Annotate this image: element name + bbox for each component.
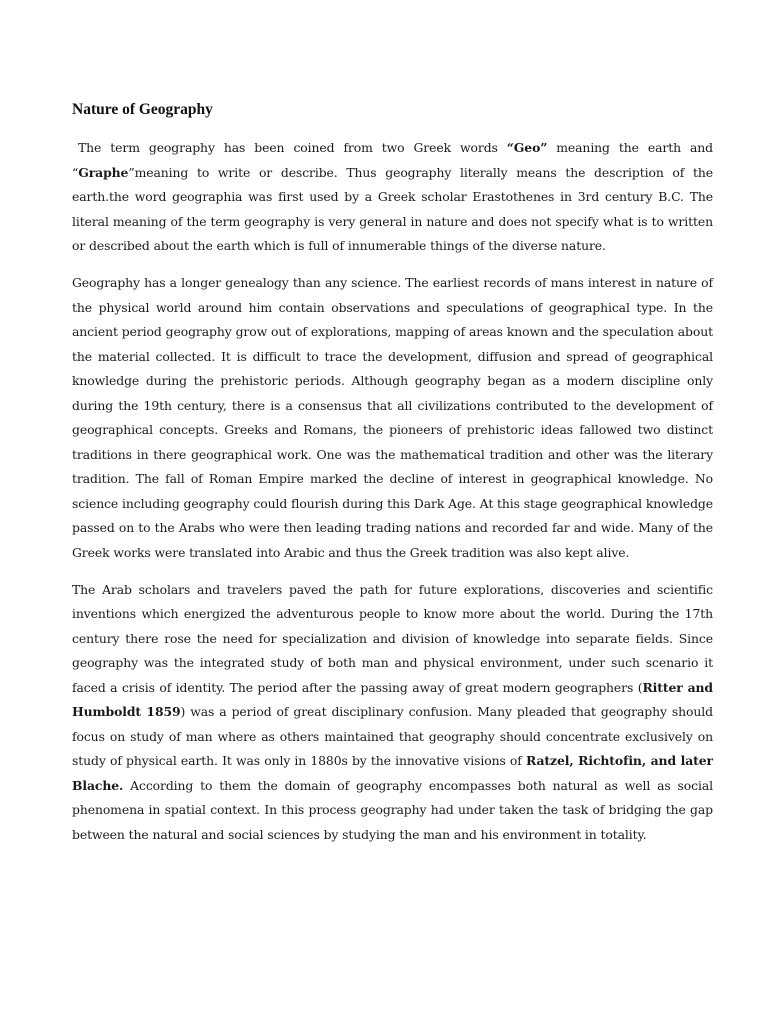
paragraph-text: meaning the earth and “ xyxy=(72,140,713,180)
paragraph-text: According to them the domain of geography encompasses both natural as well as social phenomena in spatial context. In this process geography had under taken the task of bridging the gap between the natural and social sciences by studying the man and his environment in totality. xyxy=(72,777,713,842)
bold-term-ratzel-richtofin-blache: Ratzel, Richtofin, and later Blache. xyxy=(72,753,713,793)
paragraph-text: The term geography has been coined from two Greek words xyxy=(78,140,507,155)
paragraph-2 xyxy=(72,271,713,565)
document-page xyxy=(72,98,713,860)
paragraph-text: The Arab scholars and travelers paved the path for future explorations, discoveries and scientific inventions which energized the adventurous people to know more about the world. During the 17th century there rose the need for specialization and division of knowledge into separate fields. Since geography was the integrated study of both man and physical environment, under such scenario it faced a crisis of identity. The period after the passing away of great modern geographers ( xyxy=(72,581,713,695)
document-heading: Nature of Geography xyxy=(72,101,213,118)
paragraph-text: ) was a period of great disciplinary confusion. Many pleaded that geography should focus on study of man where as others maintained that geography should concentrate exclusively on study of physical earth. It was only in 1880s by the innovative visions of xyxy=(72,704,713,768)
paragraph-1 xyxy=(72,136,713,259)
bold-term-graphe: Graphe xyxy=(78,164,129,180)
bold-term-geo: “Geo” xyxy=(506,140,548,155)
bold-term-ritter-humboldt: Ritter and Humboldt 1859 xyxy=(72,679,713,719)
paragraph-text: ”meaning to write or describe. Thus geography literally means the description of the earth.the word geographia was first used by a Greek scholar Erastothenes in 3rd century B.C. The literal meaning of the term geography is very general in nature and does not specify what is to written or described about the earth which is full of innumerable things of the diverse nature. xyxy=(72,164,713,253)
paragraph-3 xyxy=(72,578,713,848)
paragraph-text: Geography has a longer genealogy than any science. The earliest records of mans interest in nature of the physical world around him contain observations and speculations of geographical type. In the ancient period geography grow out of explorations, mapping of areas known and the speculation about the material collected. It is difficult to trace the development, diffusion and spread of geographical knowledge during the prehistoric periods. Although geography began as a modern discipline only during the 19th century, there is a consensus that all civilizations contributed to the development of geographical concepts. Greeks and Romans, the pioneers of prehistoric ideas fallowed two distinct traditions in there geographical work. One was the mathematical tradition and other was the literary tradition. The fall of Roman Empire marked the decline of interest in geographical knowledge. No science including geography could flourish during this Dark Age. At this stage geographical knowledge passed on to the Arabs who were then leading trading nations and recorded far and wide. Many of the Greek works were translated into Arabic and thus the Greek tradition was also kept alive. xyxy=(72,275,713,560)
